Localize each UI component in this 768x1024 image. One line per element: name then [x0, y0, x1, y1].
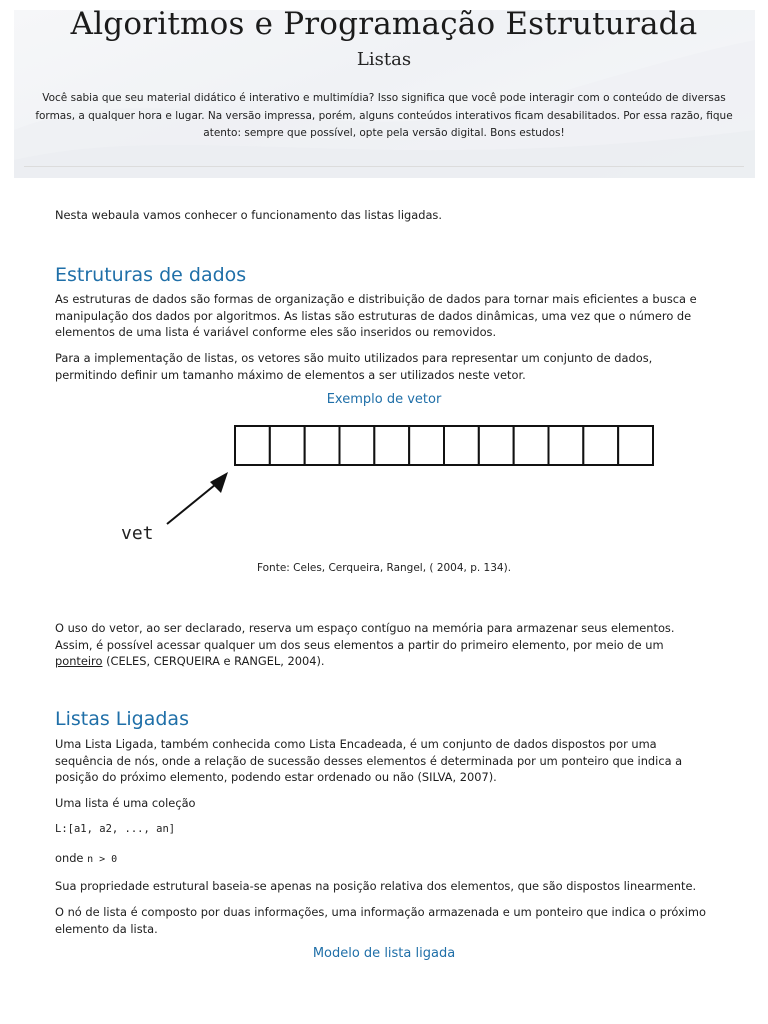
estruturas-paragraph-1: As estruturas de dados são formas de organização e distribuição de dados para tornar mais eficientes a busca e manipulação dos dados por algoritmos. As listas são estruturas de dados dinâmicas, uma vez que o número de elementos de uma lista é variável conforme eles são inseridos ou removidos.	[55, 292, 697, 340]
vector-cell	[583, 426, 618, 465]
vector-diagram	[110, 420, 670, 550]
vector-cell	[444, 426, 479, 465]
vector-usage-paragraph: O uso do vetor, ao ser declarado, reserva um espaço contíguo na memória para armazenar seus elementos. Assim, é possível acessar qualquer um dos seus elementos a partir do primeiro elemento, por meio de um ponteiro (CELES, CERQUEIRA e RANGEL, 2004).	[55, 621, 675, 669]
linked-list-figure-caption: Modelo de lista ligada	[312, 946, 456, 961]
header-divider	[24, 166, 744, 167]
vector-cell	[235, 426, 270, 465]
page-title: Algoritmos e Programação Estruturada	[70, 6, 698, 42]
listas-ligadas-paragraph-3: Sua propriedade estrutural baseia-se apenas na posição relativa dos elementos, que são dispostos linearmente.	[55, 879, 697, 893]
vector-cell	[479, 426, 514, 465]
onde-condition: onde n > 0	[55, 851, 118, 865]
list-notation-code: L:[a1, a2, ..., an]	[55, 823, 176, 835]
vector-figure-source: Fonte: Celes, Cerqueira, Rangel, ( 2004, p. 134).	[256, 562, 512, 574]
intro-paragraph: Nesta webaula vamos conhecer o funcionamento das listas ligadas.	[55, 208, 442, 222]
vector-cell	[549, 426, 584, 465]
onde-condition-code: n > 0	[87, 854, 118, 865]
listas-ligadas-paragraph-1: Uma Lista Ligada, também conhecida como Lista Encadeada, é um conjunto de dados dispostos por uma sequência de nós, onde a relação de sucessão desses elementos é determinada por um ponteiro que indica a posição do próximo elemento, podendo estar ordenado ou não (SILVA, 2007).	[55, 737, 683, 785]
vector-pointer-arrowhead	[210, 472, 228, 493]
vector-cell	[374, 426, 409, 465]
vector-cell	[340, 426, 375, 465]
vector-cell	[409, 426, 444, 465]
page-subtitle: Listas	[356, 49, 412, 70]
vector-cell	[305, 426, 340, 465]
section-heading-listas-ligadas: Listas Ligadas	[55, 708, 189, 730]
vector-cell	[618, 426, 653, 465]
vector-figure-caption: Exemplo de vetor	[326, 392, 442, 407]
ponteiro-link[interactable]: ponteiro	[55, 654, 103, 669]
digital-material-notice: Você sabia que seu material didático é interativo e multimídia? Isso significa que você pode interagir com o conteúdo de diversas formas, a qualquer hora e lugar. Na versão impressa, porém, alguns conteúdos interativos ficam desabilitados. Por essa razão, fique atento: sempre que possível, opte pela versão digital. Bons estudos!	[35, 92, 733, 139]
listas-ligadas-paragraph-4: O nó de lista é composto por duas informações, uma informação armazenada e um ponteiro que indica o próximo elemento da lista.	[55, 905, 706, 936]
vector-label: vet	[121, 523, 154, 544]
lista-colecao-text: Uma lista é uma coleção	[55, 796, 196, 810]
section-heading-estruturas: Estruturas de dados	[55, 264, 247, 286]
vector-pointer-arrow-line	[167, 480, 221, 524]
vector-cell	[514, 426, 549, 465]
estruturas-paragraph-2: Para a implementação de listas, os vetores são muito utilizados para representar um conjunto de dados, permitindo definir um tamanho máximo de elementos a ser utilizados neste vetor.	[55, 351, 653, 382]
vector-cell	[270, 426, 305, 465]
